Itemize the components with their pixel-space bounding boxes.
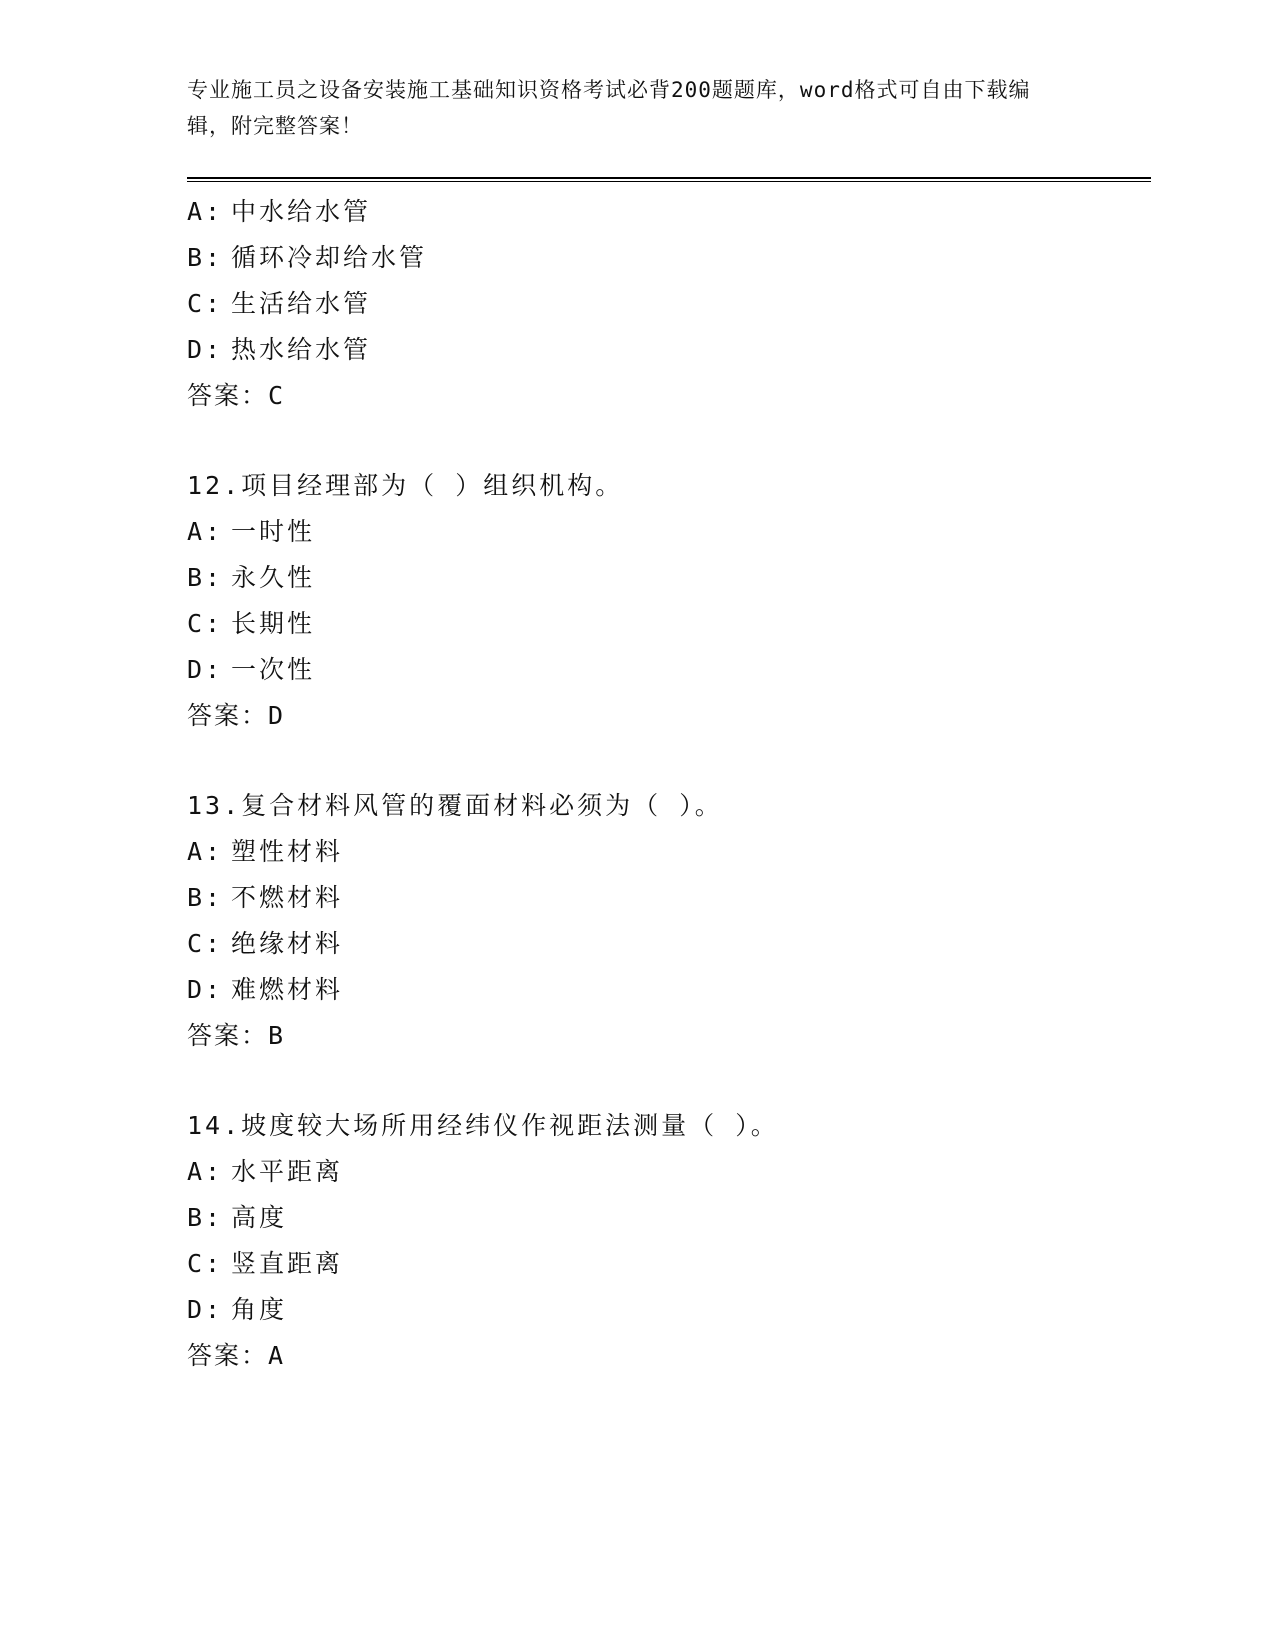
- option-a: A: 水平距离: [187, 1157, 344, 1186]
- question-14: [187, 1103, 1147, 1379]
- option-a: A: 中水给水管: [187, 197, 372, 226]
- option-b: B: 永久性: [187, 563, 316, 592]
- question-13: [187, 783, 1147, 1059]
- answer: 答案：B: [187, 1021, 286, 1050]
- question-12: [187, 463, 1147, 739]
- answer: 答案：D: [187, 701, 286, 730]
- question-11: [187, 189, 1147, 419]
- option-b: B: 高度: [187, 1203, 288, 1232]
- question-list: [187, 189, 1147, 1379]
- option-b: B: 不燃材料: [187, 883, 344, 912]
- answer: 答案：A: [187, 1341, 286, 1370]
- option-c: C: 绝缘材料: [187, 929, 344, 958]
- option-a: A: 一时性: [187, 517, 316, 546]
- option-c: C: 竖直距离: [187, 1249, 344, 1278]
- header-divider: [187, 177, 1151, 182]
- option-c: C: 长期性: [187, 609, 316, 638]
- option-d: D: 角度: [187, 1295, 288, 1324]
- option-d: D: 热水给水管: [187, 335, 372, 364]
- question-text: 14.坡度较大场所用经纬仪作视距法测量（ ）。: [187, 1111, 779, 1140]
- option-d: D: 难燃材料: [187, 975, 344, 1004]
- answer: 答案：C: [187, 381, 286, 410]
- question-text: 12.项目经理部为（ ）组织机构。: [187, 471, 624, 500]
- question-text: 13.复合材料风管的覆面材料必须为（ ）。: [187, 791, 723, 820]
- document-title: 专业施工员之设备安装施工基础知识资格考试必背200题题库，word格式可自由下载编辑，附完整答案！: [187, 78, 1031, 138]
- option-c: C: 生活给水管: [187, 289, 372, 318]
- option-a: A: 塑性材料: [187, 837, 344, 866]
- option-b: B: 循环冷却给水管: [187, 243, 428, 272]
- option-d: D: 一次性: [187, 655, 316, 684]
